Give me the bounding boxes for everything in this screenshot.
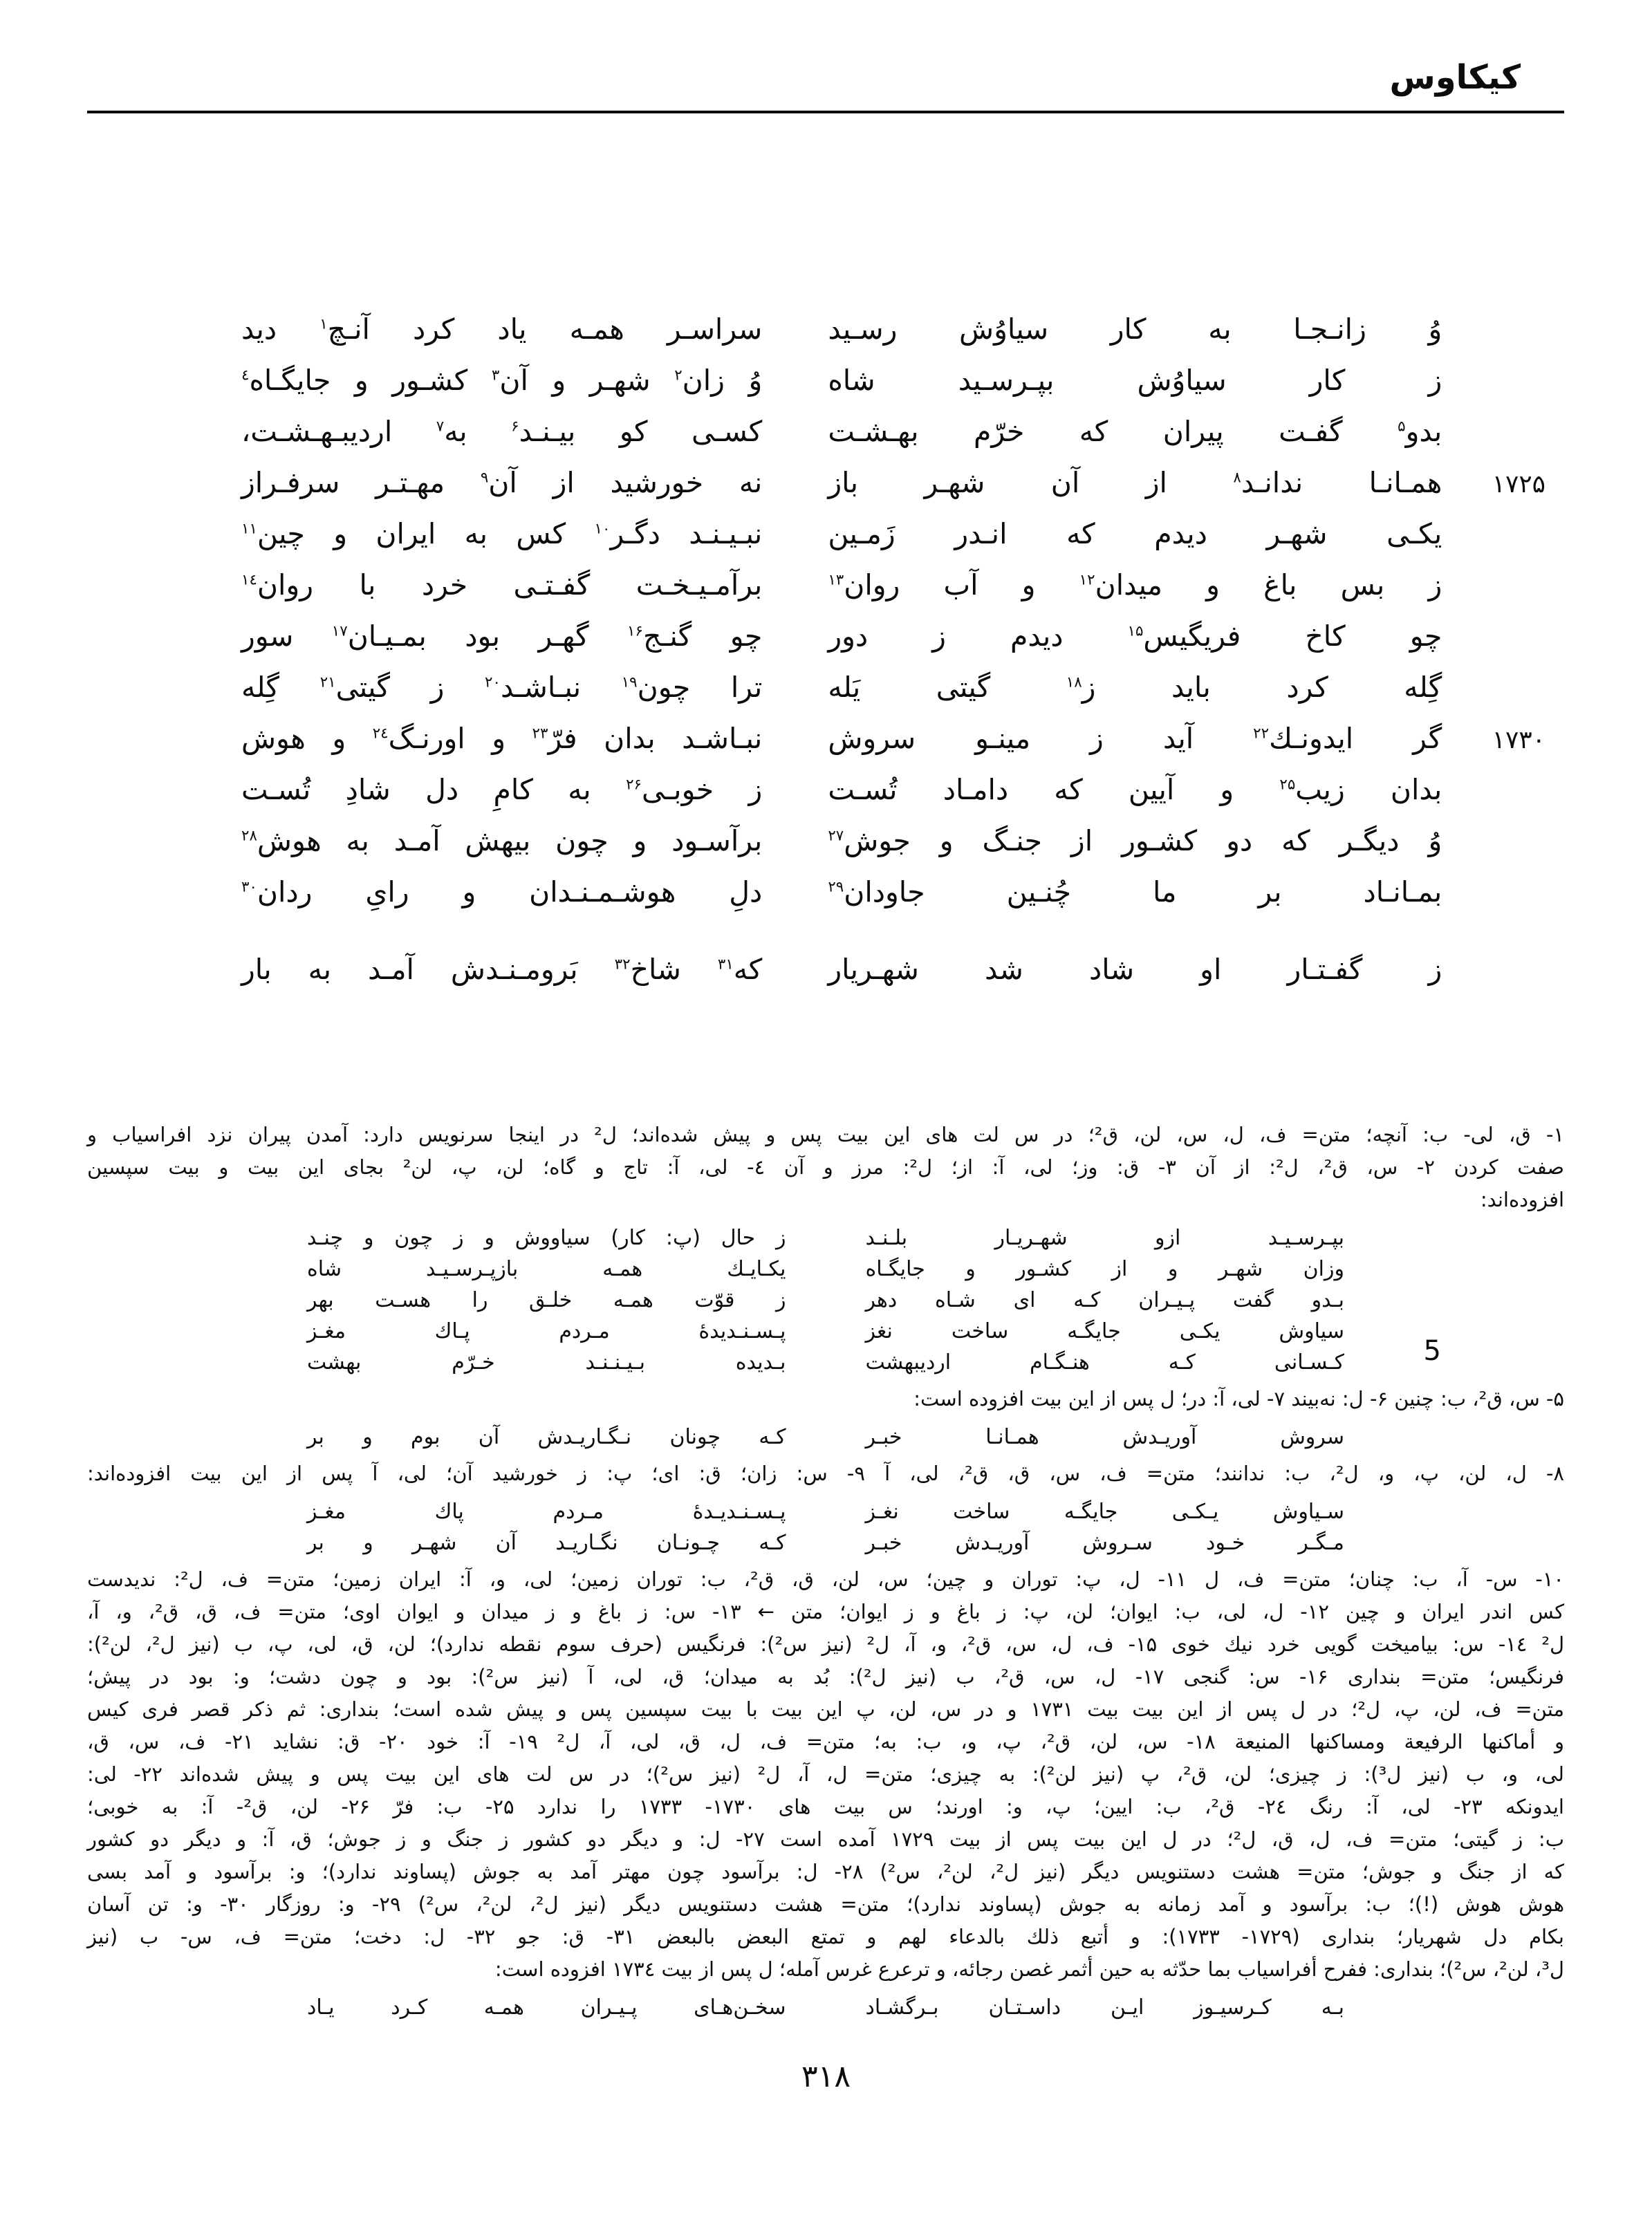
- variant-hemistich-right: بپـرسـیـد ازو شهـریـار بلـنـد: [865, 1226, 1344, 1250]
- page-number: ۳۱۸: [801, 2059, 851, 2094]
- footnote-ref: ۱۷: [331, 622, 348, 640]
- poem-row: [241, 953, 1548, 1004]
- variant-verse-block: [307, 1991, 1344, 2022]
- hemistich-right: همـانـا ندانـد$^۸$ از آن شهـر باز: [828, 466, 1442, 499]
- header-rule: [87, 111, 1564, 113]
- variant-hemistich-left: پـسـنـدیـدهٔ مـردم پاك مغـز: [307, 1500, 786, 1524]
- hemistich-right: گر ایدونـك$^{۲۲}$ آید ز مینـو سروش: [828, 722, 1442, 755]
- footnote-ref: ۲۷: [828, 827, 844, 845]
- footnote-ref: ۵: [1398, 418, 1406, 436]
- variant-verse-row: [307, 1527, 1344, 1558]
- page-title: کیکاوس: [1389, 58, 1521, 97]
- footnote-ref: ۳۰: [241, 878, 257, 896]
- hemistich-right: ز گفـتـار او شاد شد شهـریار: [828, 953, 1442, 986]
- footnote-line: بکام دل شهریار؛ بنداری (۱۷۲۹- ۱۷۳۳): و أتبع ذلك بالدعاء لهم و تمتع البعض بالبعض ۳۱- ق: جو ۳۲- ل: دخت؛ متن= ف، س- ب (نیز: [87, 1925, 1564, 1948]
- footnote-line: که از جنگ و جوش؛ متن= هشت دستنویس دیگر (نیز ل²، لن²، س²) ۲۸- ل: برآسود چون مهتر آمد به جوش (پساوند ندارد)؛ و: برآسود و آمد بسی: [87, 1860, 1564, 1883]
- variant-hemistich-right: سیاوش یکـی جایگـه ساخت نغز: [865, 1319, 1344, 1343]
- footnote-ref: ۲: [674, 366, 683, 384]
- footnote-ref: ۲۶: [626, 776, 642, 794]
- footnote-ref: ۳۲: [614, 956, 631, 973]
- footnote-ref: ۷: [436, 418, 445, 436]
- footnote-line: ل³، لن²، س²)؛ بنداری: ففرح أفراسیاب بما حدّثه به حین أثمر غصن رجائه، و ترعرع غرس آمله؛ ل پس از بیت ۱۷۳٤ افزوده است:: [494, 1957, 1564, 1981]
- footnote-ref: ۲۵: [1279, 776, 1296, 794]
- footnote-ref: ۱۱: [241, 520, 257, 538]
- poem: [241, 313, 1548, 1004]
- hemistich-right: بدو$^۵$ گفـت پیران که خرّم بهـشـت: [828, 415, 1442, 448]
- variant-hemistich-left: پـسـنـدیدهٔ مـردم پـاك مغـز: [307, 1319, 786, 1343]
- footnote-ref: ۶: [511, 418, 519, 436]
- hemistich-left: چو گنـج$^{۱۶}$ گهـر بود بمـیـان$^{۱۷}$ سور: [241, 619, 763, 653]
- hemistich-left: ز خوبـی$^{۲۶}$ به کامِ دل شادِ تُسـت: [241, 773, 763, 806]
- footnote-line: ۱۰- س- آ، ب: چنان؛ متن= ف، ل ۱۱- ل، پ: توران و چین؛ س، لن، ق، ق²، ب: توران زمین؛ لی، و، آ: ایران زمین؛ متن= ف، ل²: ندیدست: [87, 1567, 1564, 1591]
- variant-hemistich-right: سـیاوش یـکـی جایگـه ساخت نغـز: [865, 1500, 1344, 1524]
- hemistich-right: گِله کرد باید ز$^{۱۸}$ گیتی یَله: [828, 671, 1442, 704]
- poem-row: [241, 824, 1548, 875]
- hemistich-right: ز کار سیاوُش بپـرسـید شاه: [828, 364, 1442, 397]
- footnote-ref: ۱: [319, 315, 328, 333]
- variant-verse-row: [307, 1222, 1344, 1253]
- poem-row: [241, 364, 1548, 415]
- variant-hemistich-left: کـه چونان نـگـاریـدش آن بوم و بر: [307, 1425, 786, 1449]
- footnote-line: ل² ۱٤- س: بیامیخت گویی خرد نیك خوی ۱۵- ف، ل، س، ق²، و، آ، ل² (نیز س²): فرنگیس (حرف سوم نقطه ندارد)؛ لن، ق، لی، پ، ب (نیز ل²، لن²):: [87, 1632, 1565, 1656]
- footnote-ref: ۱۵: [1127, 622, 1144, 640]
- footnote-line: ایدونکه ۲۳- لی، آ: رنگ ۲٤- ق²، ب: ایین؛ پ، و: اورند؛ س بیت های ۱۷۳۰- ۱۷۳۳ را ندارد ۲۵- ب: فرّ ۲۶- لن، ق²- آ: به خوبی؛: [87, 1795, 1564, 1818]
- footnote-ref: ۱۳: [828, 571, 844, 589]
- variant-hemistich-right: کـسـانی کـه هنـگـام اردیبهشت: [865, 1350, 1344, 1375]
- footnote-ref: ۲۲: [1253, 725, 1270, 743]
- variant-verse-row: [307, 1991, 1344, 2022]
- variant-verse-block: [307, 1496, 1344, 1558]
- footnote-ref: ۲۸: [241, 827, 257, 845]
- variant-hemistich-right: مـگـر خـود سـروش آوریـدش خبـر: [865, 1531, 1344, 1555]
- hemistich-left: وُ زان$^۲$ شهـر و آن$^۳$ کشـور و جایگـاه$^٤$: [241, 364, 763, 397]
- variant-hemistich-right: سروش آوریـدش همـانـا خبـر: [865, 1425, 1344, 1449]
- footnote-line: افزوده‌اند:: [1480, 1188, 1564, 1211]
- hemistich-left: کسـی کو بیـنـد$^۶$ به$^۷$ اردیبـهـشـت،: [241, 415, 763, 448]
- variant-verse-row: [307, 1335, 1441, 1377]
- hemistich-right: چو کاخ فریگیس$^{۱۵}$ دیدم ز دور: [828, 619, 1442, 653]
- hemistich-left: ترا چون$^{۱۹}$ نبـاشـد$^{۲۰}$ ز گیتی$^{۲۱}$ گِله: [241, 671, 763, 704]
- verse-number: ۱۷۲۵: [1492, 470, 1546, 499]
- footnote-ref: ۳: [491, 366, 500, 384]
- hemistich-left: نبـیـنـد دگـر$^{۱۰}$ کس به ایران و چین$^{۱۱}$: [241, 517, 763, 550]
- poem-row: [241, 773, 1548, 824]
- hemistich-right: بمـانـاد بر ما چُنـین جاودان$^{۲۹}$: [828, 875, 1442, 909]
- footnote-line: هوش هوش (!)؛ ب: برآسود و آمد زمانه به جوش (پساوند ندارد)؛ متن= هشت دستنویس دیگر (نیز ل²، لن²، س²) ۲۹- و: روزگار ۳۰- و: تن آسان: [87, 1892, 1564, 1916]
- hemistich-left: برآسـود و چون بیهش آمـد به هوش$^{۲۸}$: [241, 824, 763, 857]
- hemistich-left: برآمـیـخـت گفـتـی خرد با روان$^{۱٤}$: [241, 568, 763, 602]
- footnote-line: صفت کردن ۲- س، ق²، ل²: از آن ۳- ق: وز؛ لی، آ: از؛ ل²: مرز و آن ٤- لی، آ: تاج و گاه؛ لن، پ، لن² بجای این بیت و بیت سپسین: [87, 1155, 1564, 1179]
- variant-hemistich-left: بـدیده بـیـنـنـد خـرّم بهشت: [307, 1350, 786, 1375]
- poem-row: [241, 671, 1548, 722]
- footnote-ref: ۲٤: [372, 725, 389, 743]
- hemistich-right: بدان زیب$^{۲۵}$ و آیین که دامـاد تُسـت: [828, 773, 1442, 806]
- footnote-ref: ۱٤: [241, 571, 257, 589]
- variant-verse-block: [307, 1421, 1344, 1452]
- footnote-line: و أماکنها الرفیعة ومساکنها المنیعة ۱۸- س، لن، ق²، پ، و، ب: به؛ متن= ف، ل، ق، لی، آ، ل² ۱۹- آ: خود ۲۰- ق: نشاید ۲۱- ف، س، ق،: [87, 1730, 1565, 1753]
- footnote-line: ۸- ل، لن، پ، و، ل²، ب: ندانند؛ متن= ف، س، ق، ق²، لی، آ ۹- س: زان؛ ق: ای؛ پ: ز خورشید آن؛ لی، آ پس از این بیت افزوده‌اند:: [87, 1462, 1564, 1485]
- variant-hemistich-left: یکـایـك همـه بازپـرسـیـد شاه: [307, 1257, 786, 1281]
- footnote-ref: ۱۲: [1079, 571, 1095, 589]
- variant-hemistich-left: ز حال (پ: کار) سیاووش و ز چون و چنـد: [307, 1226, 786, 1250]
- hemistich-left: دلِ هوشـمـنـدان و رایِ ردان$^{۳۰}$: [241, 875, 763, 909]
- variant-hemistich-left: سخـن‌هـای پـیـران همـه کـرد یـاد: [307, 1995, 786, 2020]
- footnote-ref: ۲۹: [828, 878, 844, 896]
- footnote-line: فرنگیس؛ متن= بنداری ۱۶- س: گنجی ۱۷- ل، س، ق²، ب (نیز ل²): بُد به میدان؛ ق، لی، آ (نیز س²): بود و چون دشت؛ و: بود در پیش؛: [87, 1665, 1564, 1688]
- footnote-line: متن= ف، لن، پ، ل²؛ در ل پس از این بیت بیت ۱۷۳۱ و در س، لن، پ این بیت با بیت سپسین پس و پیش شده است؛ بنداری: ثم ذکر قصر فری کیس: [87, 1697, 1564, 1721]
- footnote-ref: ۹: [480, 469, 489, 487]
- poem-row: [241, 517, 1548, 568]
- footnote-ref: ۲۳: [532, 725, 548, 743]
- footnote-ref: ۸: [1233, 469, 1241, 487]
- footnote-line: کس اندر ایران و چین ۱۲- ل، لی، ب: ایوان؛ لن، پ: ز باغ و ز ایوان؛ متن ← ۱۳- س: ز باغ و ز میدان و ایوان اوی؛ متن= ف، ق، ق²، و، آ،: [87, 1600, 1564, 1623]
- footnote-ref: ٤: [241, 366, 250, 384]
- hemistich-right: یکـی شهـر دیدم که انـدر زَمـین: [828, 517, 1442, 550]
- variant-verse-row: [307, 1315, 1344, 1346]
- footnote-ref: ۱۶: [627, 622, 643, 640]
- footnote-ref: ۳۱: [717, 956, 734, 973]
- hemistich-left: که$^{۳۱}$ شاخ$^{۳۲}$ بَرومـنـدش آمـد به بار: [241, 953, 763, 986]
- footnote-line: ۵- س، ق²، ب: چنین ۶- ل: نه‌بیند ۷- لی، آ: در؛ ل پس از این بیت افزوده است:: [913, 1387, 1564, 1410]
- poem-row: [241, 415, 1548, 466]
- hemistich-right: ز بس باغ و میدان$^{۱۲}$ و آب روان$^{۱۳}$: [828, 568, 1442, 602]
- variant-hemistich-left: کـه چـونـان نگـاریـد آن شهـر و بر: [307, 1531, 786, 1555]
- footnote-ref: ۱۰: [594, 520, 611, 538]
- hemistich-right: وُ زانـجـا به کار سیاوُش رسـید: [828, 313, 1442, 346]
- variant-verse-row: [307, 1496, 1344, 1527]
- hemistich-left: نه خورشید از آن$^۹$ مهـتـر سرفـراز: [241, 466, 763, 499]
- variant-hemistich-right: بـه کـرسیـوز ایـن داسـتـان بـرگشـاد: [865, 1995, 1344, 2020]
- variant-verse-row: [307, 1421, 1344, 1452]
- line-counter: 5: [1423, 1335, 1441, 1367]
- footnote-ref: ۱۹: [621, 673, 638, 691]
- poem-row: [241, 466, 1548, 517]
- poem-row: [241, 875, 1548, 926]
- footnotes: [87, 1119, 1564, 2028]
- footnote-line: ۱- ق، لی- ب: آنچه؛ متن= ف، ل، س، لن، ق²؛ در س لت های این بیت پس و پیش شده‌اند؛ ل² در اینجا سرنویس دارد: آمدن پیران نزد افراسیاب و: [87, 1123, 1564, 1146]
- footnote-line: ب: ز گیتی؛ متن= ف، ل، ق، ل²؛ در ل این بیت پس از بیت ۱۷۲۹ آمده است ۲۷- ل: و دیگر دو کشور ز جنگ و ز جوش؛ ق، آ: و دیگر دو کشور: [87, 1827, 1564, 1851]
- variant-verse-block: [307, 1222, 1441, 1377]
- footnote-ref: ۲۰: [485, 673, 501, 691]
- poem-row: [241, 313, 1548, 364]
- variant-verse-row: [307, 1253, 1344, 1284]
- footnote-ref: ۱۸: [1066, 673, 1082, 691]
- variant-hemistich-left: ز قوّت همـه خلـق را هسـت بهر: [307, 1288, 786, 1312]
- poem-row: [241, 619, 1548, 671]
- poem-row: [241, 722, 1548, 773]
- variant-hemistich-right: وزان شهـر و از کشـور و جایگـاه: [865, 1257, 1344, 1281]
- variant-verse-row: [307, 1284, 1344, 1315]
- hemistich-left: نبـاشـد بدان فرّ$^{۲۳}$ و اورنـگ$^{۲٤}$ و هوش: [241, 722, 763, 755]
- variant-hemistich-right: بـدو گفت پـیـران کـه ای شـاه دهر: [865, 1288, 1344, 1312]
- verse-number: ۱۷۳۰: [1492, 726, 1546, 754]
- hemistich-right: وُ دیگـر که دو کشـور از جنـگ و جوش$^{۲۷}$: [828, 824, 1442, 857]
- poem-row: [241, 568, 1548, 619]
- footnote-line: لی، و، ب (نیز ل³): ز چیزی؛ لن، ق²، پ (نیز لن²): به چیزی؛ متن= ل، آ، ل² (نیز س²)؛ در س لت های این بیت پس و پیش شده‌اند ۲۲- لی:: [87, 1762, 1564, 1786]
- footnote-ref: ۲۱: [319, 673, 336, 691]
- hemistich-left: سراسـر همـه یاد کرد آنـچ$^۱$ دید: [241, 313, 763, 346]
